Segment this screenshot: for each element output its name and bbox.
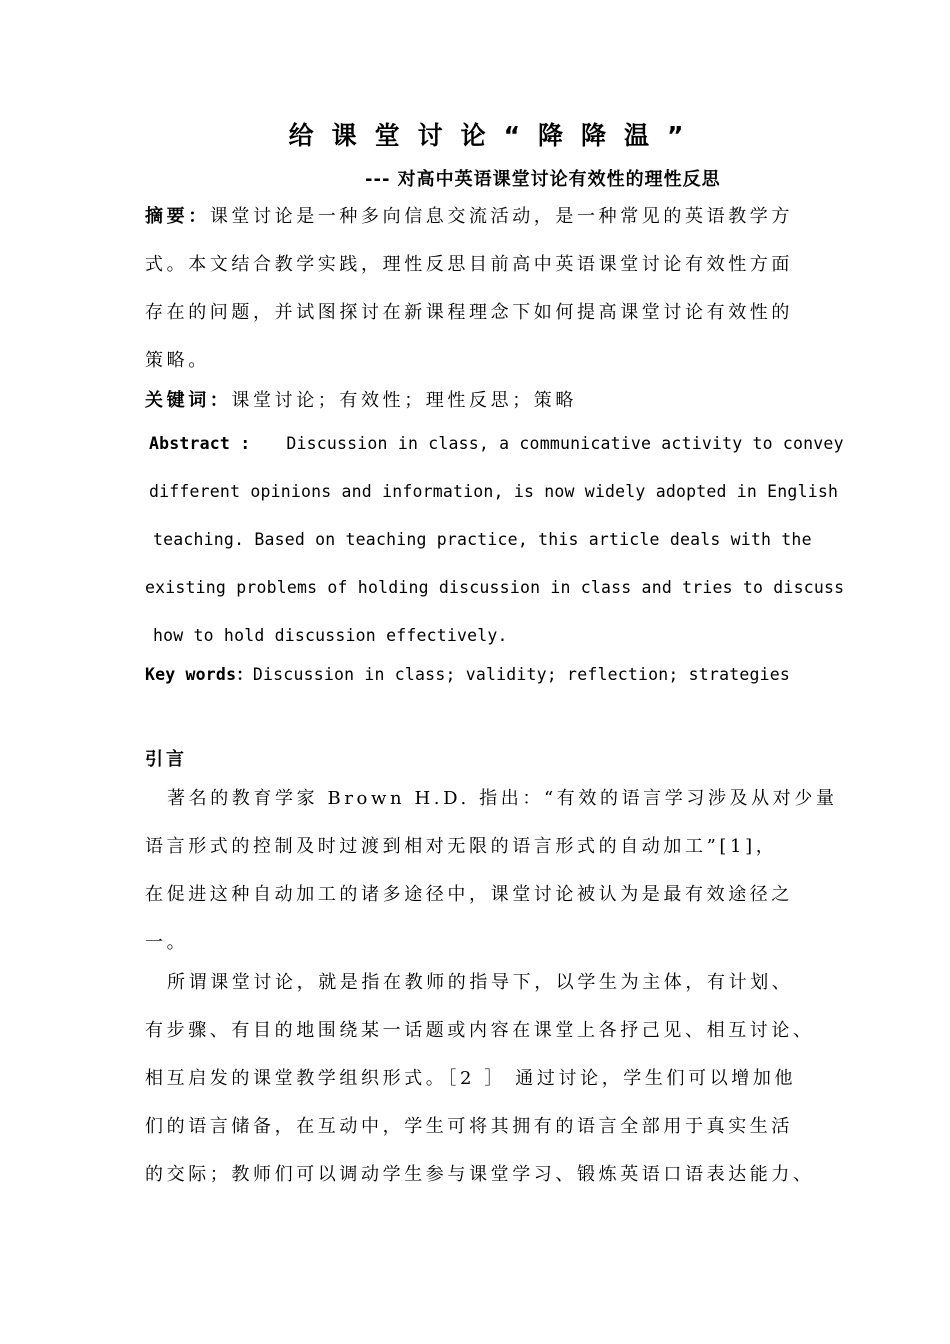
document-subtitle: --- 对高中英语课堂讨论有效性的理性反思 xyxy=(365,169,721,190)
keywords-cn-text: 课堂讨论；有效性；理性反思；策略 xyxy=(231,390,578,411)
abstract-en-label: Abstract : xyxy=(149,434,251,453)
paragraph-line: 著名的教育学家 Brown H.D. 指出：“有效的语言学习涉及从对少量 xyxy=(167,788,838,809)
intro-paragraph-1 xyxy=(145,775,838,967)
abstract-en-line: different opinions and information, is now widely adopted in English xyxy=(149,482,839,501)
paragraph-line: 所谓课堂讨论，就是指在教师的指导下，以学生为主体，有计划、 xyxy=(167,972,794,993)
abstract-en xyxy=(145,420,845,660)
paragraph-line: 的交际；教师们可以调动学生参与课堂学习、锻炼英语口语表达能力、 xyxy=(145,1164,815,1185)
paragraph-line: 相互启发的课堂教学组织形式。［2 ］ 通过讨论，学生们可以增加他 xyxy=(145,1068,797,1089)
paragraph-line: 一。 xyxy=(145,932,189,953)
abstract-cn-label: 摘要： xyxy=(145,206,210,227)
paragraph-line: 在促进这种自动加工的诸多途径中，课堂讨论被认为是最有效途径之 xyxy=(145,884,793,905)
keywords-cn-label: 关键词： xyxy=(145,390,232,411)
intro-paragraph-2 xyxy=(145,959,815,1199)
abstract-cn-line: 存在的问题，并试图探讨在新课程理念下如何提高课堂讨论有效性的 xyxy=(145,302,793,323)
document-title: 给课堂讨论“降降温” xyxy=(288,121,702,150)
abstract-cn-line: 式。本文结合教学实践，理性反思目前高中英语课堂讨论有效性方面 xyxy=(145,254,793,275)
abstract-en-line: Abstract : Discussion in class, a communicative activity to convey xyxy=(149,434,844,453)
keywords-en-label: Key words： xyxy=(145,665,253,684)
abstract-cn-line: 摘要：课堂讨论是一种多向信息交流活动，是一种常见的英语教学方 xyxy=(145,206,794,227)
paragraph-line: 们的语言储备，在互动中，学生可将其拥有的语言全部用于真实生活 xyxy=(145,1116,793,1137)
paragraph-line: 语言形式的控制及时过渡到相对无限的语言形式的自动加工”[1]， xyxy=(145,836,778,857)
abstract-en-line: existing problems of holding discussion in class and tries to discuss xyxy=(145,578,845,597)
abstract-cn-line: 策略。 xyxy=(145,350,210,371)
keywords-en-text: Discussion in class; validity; reflection; strategies xyxy=(252,665,790,684)
keywords-cn xyxy=(145,380,810,422)
keywords-en xyxy=(145,655,810,695)
abstract-en-line: teaching. Based on teaching practice, this article deals with the xyxy=(153,530,812,549)
intro-heading: 引言 xyxy=(145,749,187,770)
abstract-en-line: how to hold discussion effectively. xyxy=(153,626,508,645)
paragraph-line: 有步骤、有目的地围绕某一话题或内容在课堂上各抒己见、相互讨论、 xyxy=(145,1020,815,1041)
abstract-cn xyxy=(145,193,810,385)
